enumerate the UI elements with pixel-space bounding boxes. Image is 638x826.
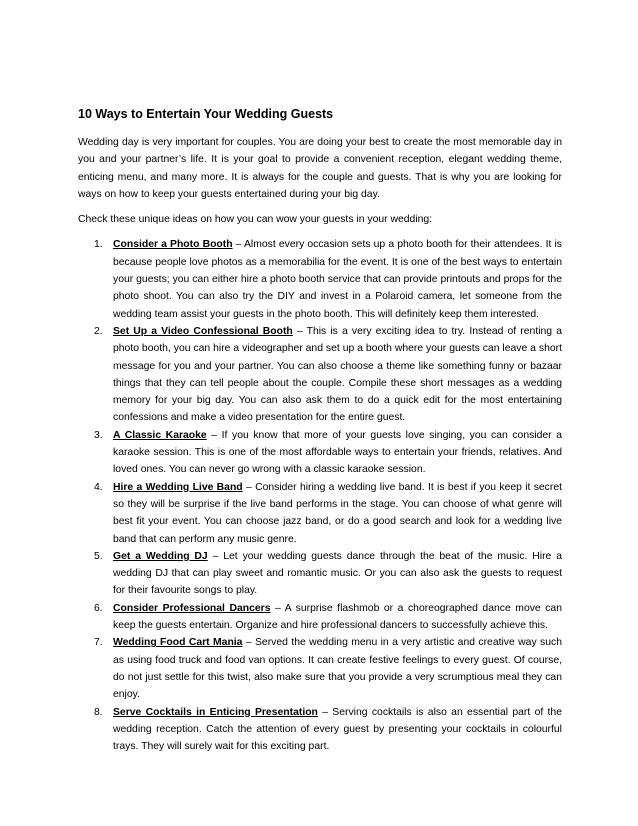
item-body: – Almost every occasion sets up a photo booth for their attendees. It is because people love photos as a memorabilia for the event. It is one of the best ways to entertain your guests; you can either hire a photo booth service that can provide printouts and props for the photo shoot. You can also try the DIY and invest in a Polaroid camera, let someone from the wedding team assist your guests in the photo booth. This will definitely keep them interested.: [113, 239, 562, 320]
list-item: [78, 600, 562, 635]
list-item: [78, 427, 562, 479]
item-body: – Consider hiring a wedding live band. It is best if you keep it secret so they will be surprise if the live band performs in the stage. You can choose of what genre will best fit your event. You can choose jazz band, or do a good search and look for a wedding live band that can perform any music genre.: [113, 481, 563, 545]
item-number: 1.: [94, 239, 103, 251]
document-title: 10 Ways to Entertain Your Wedding Guests: [78, 107, 334, 121]
list-item: [78, 236, 562, 322]
list-item: [78, 479, 562, 548]
item-number: 7.: [94, 637, 103, 649]
item-body: – This is a very exciting idea to try. Instead of renting a photo booth, you can hire a videographer and set up a booth where your guests can leave a short message for you and your partner. You can also choose a theme like something funny or bazaar things that they can tell people about the couple. Compile these short messages as a wedding memory for your big day. You can also ask them to do a quick edit for the most entertaining confessions and make a video presentation for the entire guest.: [113, 325, 562, 424]
lead-in-paragraph: Check these unique ideas on how you can wow your guests in your wedding:: [78, 214, 433, 226]
item-heading: Get a Wedding DJ: [113, 550, 208, 562]
item-number: 3.: [94, 429, 103, 441]
item-body: – If you know that more of your guests love singing, you can consider a karaoke session. This is one of the most affordable ways to entertain your friends, relatives. And loved ones. You can never go wrong with a classic karaoke session.: [113, 429, 563, 476]
item-body: – Let your wedding guests dance through the beat of the music. Hire a wedding DJ that can play sweet and romantic music. Or you can also ask the guests to request for their favourite songs to play.: [113, 550, 562, 597]
item-body: – Serving cocktails is also an essential part of the wedding reception. Catch the attention of every guest by presenting your cocktails in colourful trays. They will surely wait for this exciting part.: [113, 706, 562, 753]
item-heading: Set Up a Video Confessional Booth: [113, 325, 293, 337]
item-body: – Served the wedding menu in a very artistic and creative way such as using food truck and food van options. It can create festive feelings to every guest. Of course, do not just settle for this twist, also make sure that you provide a very scrumptious meal they can enjoy.: [113, 637, 562, 701]
list-item: [78, 548, 562, 600]
item-number: 6.: [94, 602, 103, 614]
item-heading: Hire a Wedding Live Band: [113, 481, 243, 493]
list-item: [78, 704, 562, 756]
item-heading: Wedding Food Cart Mania: [113, 637, 243, 649]
intro-paragraph: Wedding day is very important for couples. You are doing your best to create the most memorable day in you and your partner’s life. It is your goal to provide a convenient reception, elegant wedding theme, enticing menu, and many more. It is always for the couple and guests. That is why you are looking for ways on how to keep your guests entertained during your big day.: [78, 137, 562, 200]
ideas-list: [78, 236, 562, 755]
item-number: 8.: [94, 706, 103, 718]
item-heading: A Classic Karaoke: [113, 429, 207, 441]
item-number: 4.: [94, 481, 103, 493]
list-item: [78, 323, 562, 427]
item-heading: Serve Cocktails in Enticing Presentation: [113, 706, 318, 718]
list-item: [78, 634, 562, 703]
item-body: – A surprise flashmob or a choreographed dance move can keep the guests entertain. Organize and hire professional dancers to successfully achieve this.: [113, 602, 562, 632]
item-number: 5.: [94, 550, 103, 562]
item-heading: Consider Professional Dancers: [113, 602, 271, 614]
item-heading: Consider a Photo Booth: [113, 239, 233, 251]
item-number: 2.: [94, 325, 103, 337]
document-page: [78, 106, 562, 755]
